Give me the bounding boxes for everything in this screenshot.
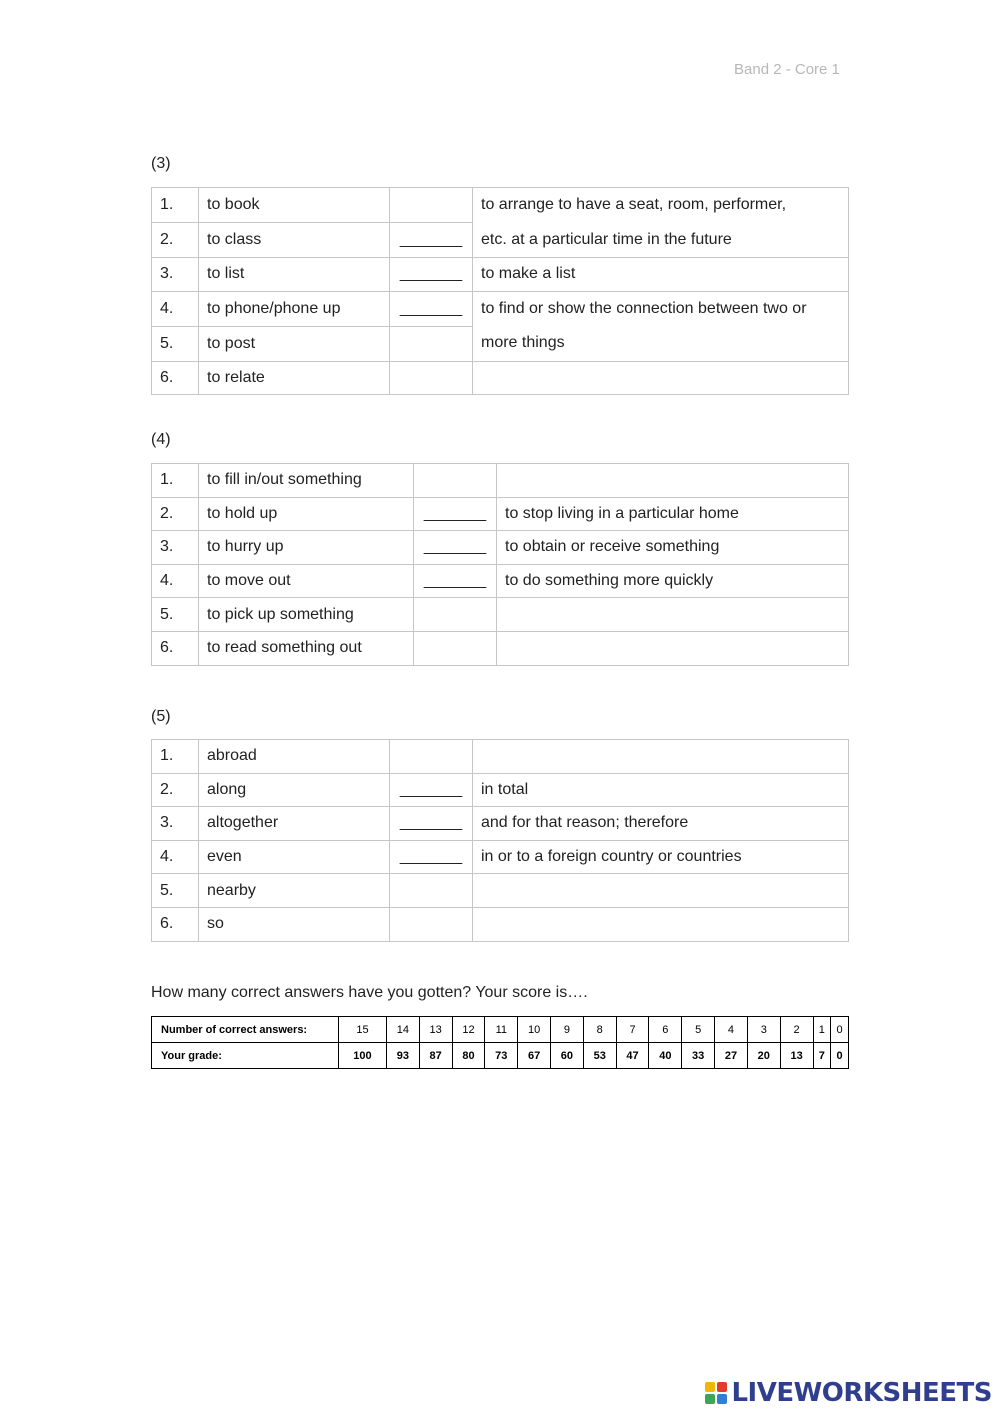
definition-cell: to obtain or receive something: [497, 531, 849, 565]
page-header-label: Band 2 - Core 1: [734, 61, 840, 78]
section-4-label: (4): [151, 431, 171, 448]
definition-cell: to do something more quickly: [497, 564, 849, 598]
definition-line: more things: [481, 334, 565, 352]
definition-cell: to make a list: [473, 258, 849, 292]
vocab-word: to pick up something: [199, 598, 414, 632]
table-row: [152, 188, 849, 223]
vocab-word: to phone/phone up: [199, 291, 390, 326]
item-number: 3.: [152, 807, 199, 841]
score-table: [151, 1016, 849, 1069]
logo-block: [717, 1394, 727, 1404]
table-row: [152, 258, 849, 292]
grade-cell: 40: [649, 1043, 682, 1069]
grade-cell: 20: [747, 1043, 780, 1069]
table-row: [152, 907, 849, 941]
answer-blank[interactable]: [390, 874, 473, 908]
grade-cell: 0: [831, 1043, 849, 1069]
answer-blank[interactable]: _______: [390, 807, 473, 841]
matching-table-3: [151, 187, 849, 395]
table-row: [152, 807, 849, 841]
matching-table-4: [151, 463, 849, 666]
answer-blank[interactable]: _______: [414, 497, 497, 531]
definition-cell: [473, 874, 849, 908]
correct-answers-label: Number of correct answers:: [152, 1017, 339, 1043]
answer-blank[interactable]: [414, 598, 497, 632]
item-number: 6.: [152, 907, 199, 941]
vocab-word: to book: [199, 188, 390, 223]
item-number: 2.: [152, 773, 199, 807]
item-number: 3.: [152, 531, 199, 565]
correct-count-cell: 5: [682, 1017, 715, 1043]
answer-blank[interactable]: [390, 361, 473, 395]
table-row: [152, 464, 849, 498]
answer-blank[interactable]: _______: [390, 291, 473, 326]
matching-table-5: [151, 739, 849, 942]
answer-blank[interactable]: [390, 326, 473, 361]
correct-count-cell: 4: [715, 1017, 748, 1043]
correct-count-cell: 11: [485, 1017, 518, 1043]
vocab-word: to read something out: [199, 631, 414, 665]
definition-cell: [497, 598, 849, 632]
vocab-word: to hold up: [199, 497, 414, 531]
grade-label: Your grade:: [152, 1043, 339, 1069]
grade-cell: 53: [583, 1043, 616, 1069]
vocab-word: to list: [199, 258, 390, 292]
correct-count-cell: 15: [339, 1017, 387, 1043]
correct-count-cell: 1: [813, 1017, 831, 1043]
table-row: [152, 874, 849, 908]
section-3-label: (3): [151, 155, 171, 172]
table-row: [152, 840, 849, 874]
correct-count-cell: 8: [583, 1017, 616, 1043]
correct-count-cell: 3: [747, 1017, 780, 1043]
grade-cell: 60: [551, 1043, 584, 1069]
correct-count-cell: 2: [780, 1017, 813, 1043]
correct-count-cell: 14: [386, 1017, 419, 1043]
answer-blank[interactable]: [390, 740, 473, 774]
item-number: 1.: [152, 740, 199, 774]
logo-block: [717, 1382, 727, 1392]
table-row: [152, 497, 849, 531]
table-row: [152, 564, 849, 598]
table-row: [152, 361, 849, 395]
section-5-label: (5): [151, 708, 171, 725]
grade-cell: 33: [682, 1043, 715, 1069]
vocab-word: nearby: [199, 874, 390, 908]
vocab-word: altogether: [199, 807, 390, 841]
item-number: 6.: [152, 361, 199, 395]
logo-block: [705, 1394, 715, 1404]
answer-blank[interactable]: _______: [390, 258, 473, 292]
answer-blank[interactable]: [390, 907, 473, 941]
definition-cell: [473, 188, 849, 258]
definition-cell: [473, 907, 849, 941]
item-number: 5.: [152, 598, 199, 632]
table-row: [152, 598, 849, 632]
grade-cell: 47: [616, 1043, 649, 1069]
logo-blocks-icon: [705, 1382, 727, 1404]
table-row: [152, 291, 849, 326]
correct-count-cell: 12: [452, 1017, 485, 1043]
definition-line: to arrange to have a seat, room, performer,: [481, 196, 787, 213]
vocab-word: along: [199, 773, 390, 807]
answer-blank[interactable]: [414, 631, 497, 665]
vocab-word: to post: [199, 326, 390, 361]
grade-cell: 80: [452, 1043, 485, 1069]
item-number: 4.: [152, 291, 199, 326]
vocab-word: even: [199, 840, 390, 874]
liveworksheets-logo: [705, 1378, 992, 1408]
definition-cell: in or to a foreign country or countries: [473, 840, 849, 874]
score-question: How many correct answers have you gotten? Your score is….: [151, 984, 588, 1001]
answer-blank[interactable]: [414, 464, 497, 498]
definition-cell: [473, 361, 849, 395]
definition-cell: [497, 464, 849, 498]
definition-cell: to stop living in a particular home: [497, 497, 849, 531]
answer-blank[interactable]: _______: [414, 564, 497, 598]
item-number: 5.: [152, 874, 199, 908]
item-number: 6.: [152, 631, 199, 665]
answer-blank[interactable]: _______: [414, 531, 497, 565]
item-number: 1.: [152, 188, 199, 223]
vocab-word: to class: [199, 223, 390, 258]
logo-text: LIVEWORKSHEETS: [731, 1378, 992, 1408]
grade-cell: 27: [715, 1043, 748, 1069]
item-number: 2.: [152, 223, 199, 258]
vocab-word: to fill in/out something: [199, 464, 414, 498]
correct-count-cell: 10: [518, 1017, 551, 1043]
grade-cell: 7: [813, 1043, 831, 1069]
answer-blank[interactable]: _______: [390, 773, 473, 807]
correct-count-cell: 7: [616, 1017, 649, 1043]
definition-cell: in total: [473, 773, 849, 807]
item-number: 4.: [152, 564, 199, 598]
answer-blank[interactable]: _______: [390, 223, 473, 258]
table-row: [152, 631, 849, 665]
grade-cell: 87: [419, 1043, 452, 1069]
table-row: [152, 531, 849, 565]
correct-count-cell: 9: [551, 1017, 584, 1043]
table-row: [152, 773, 849, 807]
definition-cell: [473, 291, 849, 361]
definition-cell: [473, 740, 849, 774]
definition-line: etc. at a particular time in the future: [481, 230, 732, 248]
grade-cell: 100: [339, 1043, 387, 1069]
vocab-word: so: [199, 907, 390, 941]
item-number: 3.: [152, 258, 199, 292]
grade-cell: 73: [485, 1043, 518, 1069]
item-number: 4.: [152, 840, 199, 874]
item-number: 5.: [152, 326, 199, 361]
vocab-word: to relate: [199, 361, 390, 395]
definition-cell: and for that reason; therefore: [473, 807, 849, 841]
definition-cell: [497, 631, 849, 665]
correct-count-cell: 6: [649, 1017, 682, 1043]
vocab-word: abroad: [199, 740, 390, 774]
logo-block: [705, 1382, 715, 1392]
grade-cell: 13: [780, 1043, 813, 1069]
grade-cell: 67: [518, 1043, 551, 1069]
correct-count-cell: 13: [419, 1017, 452, 1043]
grade-row: [152, 1043, 849, 1069]
answer-blank[interactable]: [390, 188, 473, 223]
vocab-word: to hurry up: [199, 531, 414, 565]
correct-answers-row: [152, 1017, 849, 1043]
answer-blank[interactable]: _______: [390, 840, 473, 874]
item-number: 2.: [152, 497, 199, 531]
correct-count-cell: 0: [831, 1017, 849, 1043]
item-number: 1.: [152, 464, 199, 498]
vocab-word: to move out: [199, 564, 414, 598]
grade-cell: 93: [386, 1043, 419, 1069]
definition-line: to find or show the connection between two or: [481, 299, 807, 317]
table-row: [152, 740, 849, 774]
